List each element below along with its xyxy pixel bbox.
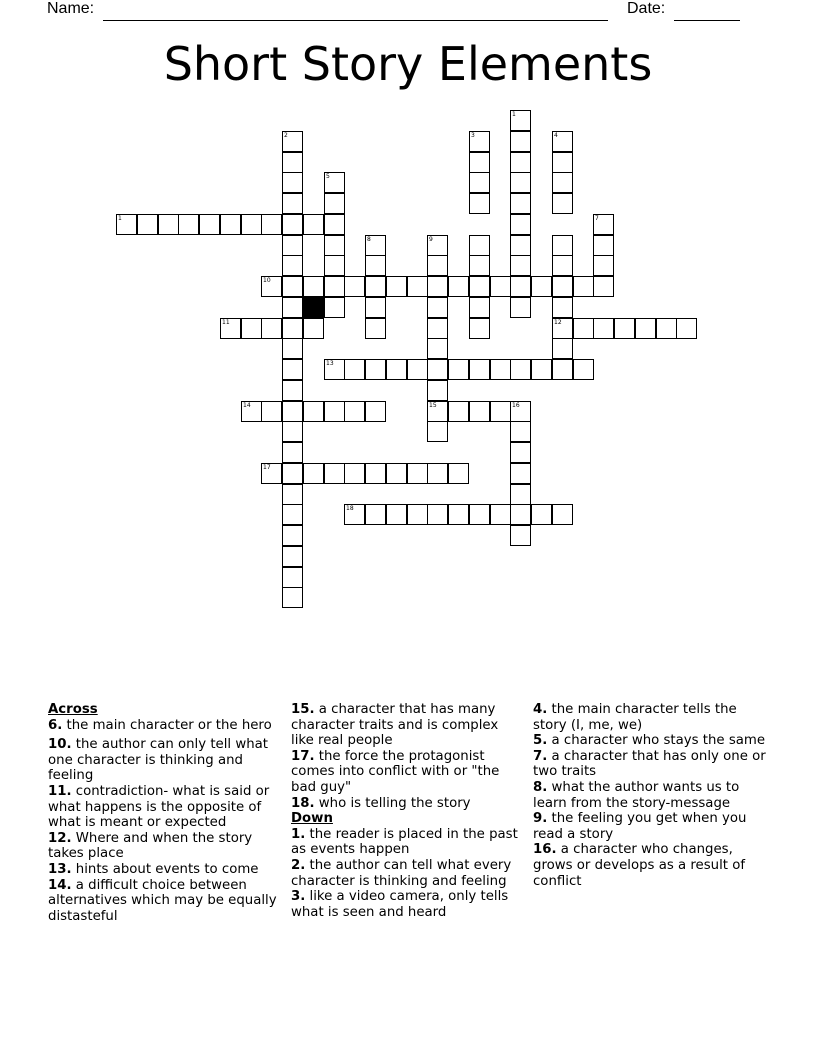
crossword-cell[interactable]: [324, 172, 345, 193]
clue-number: 2: [284, 132, 288, 139]
crossword-cell[interactable]: [282, 235, 303, 256]
crossword-cell[interactable]: [469, 172, 490, 193]
clue-text: the main character tells the story (I, me, we): [533, 702, 737, 733]
crossword-cell[interactable]: [344, 401, 365, 422]
crossword-cell[interactable]: [552, 338, 573, 359]
clue-number: 4.: [533, 702, 548, 717]
clue-number: 14: [243, 402, 251, 409]
clues-column-2: [291, 702, 523, 920]
crossword-cell[interactable]: [552, 297, 573, 318]
crossword-cell[interactable]: [448, 401, 469, 422]
crossword-cell[interactable]: [407, 463, 428, 484]
crossword-cell[interactable]: [282, 152, 303, 173]
crossword-cell[interactable]: [510, 255, 531, 276]
crossword-cell[interactable]: [324, 463, 345, 484]
crossword-cell[interactable]: [282, 401, 303, 422]
crossword-cell[interactable]: [282, 276, 303, 297]
clue-number: 3: [471, 132, 475, 139]
crossword-cell[interactable]: [573, 359, 594, 380]
crossword-cell[interactable]: [365, 401, 386, 422]
crossword-cell[interactable]: [448, 359, 469, 380]
clue-number: 1.: [291, 826, 306, 842]
clue-number: 16.: [533, 842, 557, 858]
crossword-cell[interactable]: [282, 587, 303, 608]
crossword-cell[interactable]: [324, 193, 345, 214]
black-square: [303, 297, 324, 318]
clue: [48, 831, 280, 862]
clue-number: 2.: [291, 857, 306, 873]
crossword-cell[interactable]: [469, 401, 490, 422]
crossword-cell[interactable]: [510, 172, 531, 193]
crossword-cell[interactable]: [469, 152, 490, 173]
crossword-cell[interactable]: [427, 401, 448, 422]
clue-text: a character that has only one or two traits: [533, 748, 766, 780]
crossword-cell[interactable]: [407, 504, 428, 525]
clue-number: 10.: [48, 737, 72, 753]
crossword-cell[interactable]: [614, 318, 635, 339]
crossword-cell[interactable]: [365, 235, 386, 256]
clue-number: 17: [263, 464, 271, 471]
crossword-cell[interactable]: [344, 359, 365, 380]
crossword-cell[interactable]: [220, 318, 241, 339]
clue: [48, 737, 280, 784]
crossword-cell[interactable]: [282, 567, 303, 588]
clue-number: 10: [263, 277, 271, 284]
clue-number: 3.: [291, 889, 306, 905]
crossword-cell[interactable]: [282, 318, 303, 339]
clue: [533, 811, 773, 842]
crossword-cell[interactable]: [510, 110, 531, 131]
clue-number: 16: [512, 402, 520, 409]
clue-number: 14.: [48, 877, 72, 893]
page-title: Short Story Elements: [163, 37, 653, 91]
crossword-cell[interactable]: [469, 318, 490, 339]
clue-number: 13.: [48, 861, 72, 877]
crossword-cell[interactable]: [324, 214, 345, 235]
crossword-cell[interactable]: [241, 401, 262, 422]
crossword-cell[interactable]: [220, 214, 241, 235]
clue: [48, 784, 280, 831]
crossword-cell[interactable]: [365, 297, 386, 318]
crossword-cell[interactable]: [510, 359, 531, 380]
crossword-cell[interactable]: [116, 214, 137, 235]
crossword-cell[interactable]: [427, 297, 448, 318]
clue-number: 17.: [291, 748, 315, 764]
clue-text: a character who stays the same: [547, 733, 766, 749]
clue-number: 11: [222, 319, 230, 326]
clue-number: 15.: [291, 702, 315, 717]
crossword-cell[interactable]: [386, 463, 407, 484]
crossword-cell[interactable]: [158, 214, 179, 235]
crossword-cell[interactable]: [427, 318, 448, 339]
crossword-cell[interactable]: [282, 172, 303, 193]
clue-number: 1: [118, 215, 122, 222]
crossword-cell[interactable]: [531, 504, 552, 525]
crossword-cell[interactable]: [531, 359, 552, 380]
crossword-cell[interactable]: [552, 193, 573, 214]
crossword-cell[interactable]: [510, 152, 531, 173]
crossword-cell[interactable]: [552, 276, 573, 297]
clue: [48, 878, 280, 925]
clue: [533, 733, 773, 749]
crossword-cell[interactable]: [593, 255, 614, 276]
crossword-cell[interactable]: [552, 255, 573, 276]
crossword-cell[interactable]: [552, 172, 573, 193]
clue: [533, 749, 773, 780]
clue: [533, 780, 773, 811]
clue-text: who is telling the story: [314, 795, 471, 811]
crossword-cell[interactable]: [573, 318, 594, 339]
clue-number: 1: [512, 111, 516, 118]
crossword-cell[interactable]: [552, 235, 573, 256]
clue-number: 5: [326, 173, 330, 180]
crossword-cell[interactable]: [593, 276, 614, 297]
crossword-cell[interactable]: [282, 463, 303, 484]
clues-column-3: [533, 702, 773, 889]
crossword-cell[interactable]: [365, 463, 386, 484]
crossword-cell[interactable]: [282, 484, 303, 505]
crossword-cell[interactable]: [386, 359, 407, 380]
clue-number: 12.: [48, 830, 72, 846]
crossword-cell[interactable]: [303, 276, 324, 297]
crossword-cell[interactable]: [365, 359, 386, 380]
crossword-cell[interactable]: [282, 338, 303, 359]
crossword-cell[interactable]: [510, 442, 531, 463]
crossword-cell[interactable]: [510, 421, 531, 442]
crossword-cell[interactable]: [344, 463, 365, 484]
crossword-cell[interactable]: [261, 463, 282, 484]
crossword-cell[interactable]: [386, 276, 407, 297]
crossword-cell[interactable]: [365, 504, 386, 525]
across-clue-list-continued: [291, 702, 523, 811]
crossword-cell[interactable]: [490, 276, 511, 297]
clue-number: 15: [429, 402, 437, 409]
crossword-cell[interactable]: [303, 401, 324, 422]
crossword-cell[interactable]: [490, 359, 511, 380]
crossword-cell[interactable]: [282, 131, 303, 152]
crossword-cell[interactable]: [324, 235, 345, 256]
crossword-cell[interactable]: [282, 504, 303, 525]
crossword-cell[interactable]: [282, 421, 303, 442]
clue-text: the author can tell what every character is thinking and feeling: [291, 857, 512, 889]
crossword-cell[interactable]: [344, 504, 365, 525]
clue: [291, 827, 523, 858]
crossword-cell[interactable]: [593, 214, 614, 235]
crossword-cell[interactable]: [427, 276, 448, 297]
crossword-cell[interactable]: [552, 504, 573, 525]
crossword-cell[interactable]: [282, 193, 303, 214]
crossword-cell[interactable]: [344, 276, 365, 297]
crossword-cell[interactable]: [427, 421, 448, 442]
crossword-cell[interactable]: [531, 276, 552, 297]
clue-number: 9.: [533, 811, 548, 827]
crossword-cell[interactable]: [510, 463, 531, 484]
crossword-cell[interactable]: [490, 504, 511, 525]
crossword-cell[interactable]: [365, 318, 386, 339]
crossword-cell[interactable]: [676, 318, 697, 339]
crossword-cell[interactable]: [303, 463, 324, 484]
crossword-cell[interactable]: [469, 359, 490, 380]
clue: [291, 702, 523, 749]
clue: [291, 796, 523, 812]
crossword-cell[interactable]: [510, 235, 531, 256]
down-clue-list: [291, 827, 523, 921]
crossword-cell[interactable]: [282, 297, 303, 318]
clue-number: 4: [554, 132, 558, 139]
crossword-cell[interactable]: [365, 276, 386, 297]
clue-text: the author can only tell what one character is thinking and feeling: [48, 737, 269, 784]
clue-number: 18: [346, 505, 354, 512]
crossword-cell[interactable]: [261, 276, 282, 297]
crossword-cell[interactable]: [324, 401, 345, 422]
crossword-cell[interactable]: [282, 214, 303, 235]
crossword-cell[interactable]: [510, 276, 531, 297]
crossword-cell[interactable]: [469, 131, 490, 152]
clue: [533, 842, 773, 889]
down-clue-list-continued: [533, 702, 773, 889]
crossword-cell[interactable]: [510, 504, 531, 525]
clue: [533, 702, 773, 733]
clue-number: 11.: [48, 783, 72, 799]
crossword-cell[interactable]: [427, 255, 448, 276]
across-clue-list: [48, 718, 280, 925]
date-label: Date:: [627, 0, 666, 17]
clue-text: the reader is placed in the past as events happen: [291, 826, 518, 858]
crossword-cell[interactable]: [510, 193, 531, 214]
crossword-cell[interactable]: [282, 380, 303, 401]
clue-text: like a video camera, only tells what is seen and heard: [291, 889, 509, 920]
clue: [48, 718, 280, 734]
crossword-cell[interactable]: [407, 276, 428, 297]
clue-number: 8.: [533, 779, 548, 795]
crossword-cell[interactable]: [510, 214, 531, 235]
crossword-cell[interactable]: [593, 318, 614, 339]
crossword-cell[interactable]: [324, 297, 345, 318]
crossword-cell[interactable]: [427, 338, 448, 359]
crossword-cell[interactable]: [573, 276, 594, 297]
crossword-cell[interactable]: [427, 463, 448, 484]
crossword-cell[interactable]: [469, 276, 490, 297]
crossword-cell[interactable]: [510, 484, 531, 505]
crossword-cell[interactable]: [241, 214, 262, 235]
crossword-cell[interactable]: [593, 235, 614, 256]
clue-number: 8: [367, 236, 371, 243]
clue-number: 7: [595, 215, 599, 222]
clue-text: the feeling you get when you read a story: [533, 811, 747, 842]
crossword-cell[interactable]: [469, 193, 490, 214]
clue-number: 13: [326, 360, 334, 367]
crossword-cell[interactable]: [427, 504, 448, 525]
name-label: Name:: [47, 0, 95, 17]
crossword-cell[interactable]: [510, 297, 531, 318]
clue-number: 6.: [48, 717, 63, 733]
clue: [48, 862, 280, 878]
clue-text: Where and when the story takes place: [48, 830, 253, 862]
crossword-cell[interactable]: [137, 214, 158, 235]
crossword-cell[interactable]: [282, 359, 303, 380]
crossword-cell[interactable]: [282, 442, 303, 463]
crossword-cell[interactable]: [199, 214, 220, 235]
crossword-cell[interactable]: [469, 504, 490, 525]
clue: [291, 858, 523, 889]
crossword-cell[interactable]: [469, 297, 490, 318]
crossword-cell[interactable]: [282, 525, 303, 546]
clue-text: contradiction- what is said or what happens is the opposite of what is meant or expected: [48, 783, 270, 831]
crossword-cell[interactable]: [469, 235, 490, 256]
clue-number: 9: [429, 236, 433, 243]
down-heading: Down: [291, 811, 333, 827]
crossword-cell[interactable]: [303, 318, 324, 339]
clue-text: what the author wants us to learn from the story-message: [533, 779, 740, 811]
crossword-cell[interactable]: [510, 401, 531, 422]
crossword-cell[interactable]: [510, 525, 531, 546]
crossword-cell[interactable]: [552, 131, 573, 152]
crossword-cell[interactable]: [448, 463, 469, 484]
clue-number: 18.: [291, 795, 315, 811]
crossword-cell[interactable]: [324, 276, 345, 297]
crossword-cell[interactable]: [656, 318, 677, 339]
crossword-cell[interactable]: [303, 214, 324, 235]
crossword-cell[interactable]: [635, 318, 656, 339]
clue-text: hints about events to come: [71, 861, 259, 877]
crossword-cell[interactable]: [552, 152, 573, 173]
crossword-cell[interactable]: [365, 255, 386, 276]
clue-number: 12: [554, 319, 562, 326]
crossword-cell[interactable]: [241, 318, 262, 339]
crossword-cell[interactable]: [427, 380, 448, 401]
clue: [291, 889, 523, 920]
crossword-cell[interactable]: [324, 359, 345, 380]
crossword-cell[interactable]: [552, 318, 573, 339]
clue-text: the force the protagonist comes into conflict with or "the bad guy": [291, 748, 500, 795]
crossword-cell[interactable]: [261, 401, 282, 422]
clue-text: a character who changes, grows or develops as a result of conflict: [533, 842, 746, 889]
clue-number: 5.: [533, 733, 548, 749]
crossword-cell[interactable]: [427, 359, 448, 380]
clues-column-1: [48, 702, 280, 924]
crossword-cell[interactable]: [407, 359, 428, 380]
crossword-cell[interactable]: [552, 359, 573, 380]
crossword-cell[interactable]: [282, 546, 303, 567]
crossword-cell[interactable]: [427, 235, 448, 256]
crossword-cell[interactable]: [510, 131, 531, 152]
clue: [291, 749, 523, 796]
clue-number: 7.: [533, 748, 548, 764]
crossword-cell[interactable]: [448, 504, 469, 525]
clue-text: a character that has many character traits and is complex like real people: [291, 702, 499, 749]
crossword-cell[interactable]: [448, 276, 469, 297]
crossword-cell[interactable]: [324, 255, 345, 276]
across-heading: Across: [48, 702, 98, 717]
clue-text: the main character or the hero: [62, 717, 272, 733]
crossword-cell[interactable]: [282, 255, 303, 276]
crossword-cell[interactable]: [386, 504, 407, 525]
crossword-cell[interactable]: [469, 255, 490, 276]
crossword-cell[interactable]: [178, 214, 199, 235]
crossword-cell[interactable]: [261, 214, 282, 235]
clue-text: a difficult choice between alternatives which may be equally distasteful: [48, 877, 277, 924]
crossword-cell[interactable]: [490, 401, 511, 422]
crossword-cell[interactable]: [261, 318, 282, 339]
